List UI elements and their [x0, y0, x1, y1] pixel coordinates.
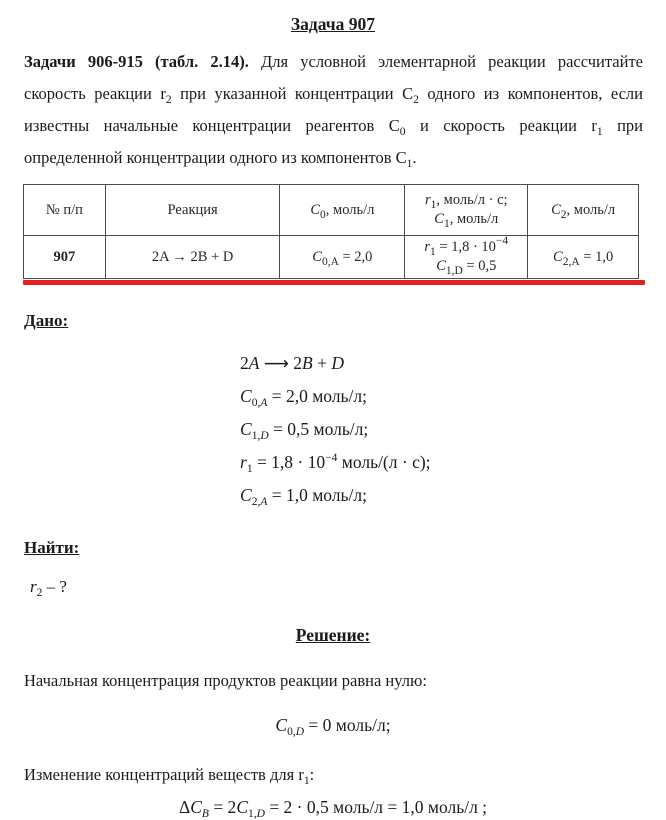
given-r1-value: $r_1 = 1,8 \cdot 10^{-4}$ моль/(л · с);	[240, 451, 431, 475]
given-c1d-value: $C_{1,D} = 0,5$ моль/л;	[240, 418, 369, 442]
red-divider-line	[23, 280, 645, 285]
header-cell-c0: $C_0$, моль/л	[280, 185, 405, 236]
given-c2a-value: $C_{2,A} = 1,0$ моль/л;	[240, 484, 367, 508]
given-label: Дано:	[24, 310, 69, 330]
solution-paragraph-2: Изменение концентраций веществ для $r_1$:	[24, 764, 315, 787]
table-header-row	[24, 185, 639, 236]
solution-heading: Решение:	[295, 624, 371, 645]
table-data-row	[24, 236, 639, 279]
given-reaction-equation: 2A ⟶ 2B + D	[240, 352, 345, 373]
cell-c2: $C_{2,A} = 1,0$	[528, 236, 639, 279]
find-expression: $r_2$ – ?	[30, 576, 67, 599]
solution-formula-delta-cb: $\Delta C_B = 2C_{1,D} = 2 \cdot 0,5$ моль/л = 1,0 моль/л ;	[178, 796, 488, 820]
problem-statement: Задачи 906-915 (табл. 2.14). Для условной элементарной реакции рассчитайте скорость реакции $r_2$ при указанной концентрации $C_2$ одного из компонентов, если известны начальные концентрации реагентов $C_0$ и скорость реакции $r_1$ при определенной концентрации одного из компонентов $C_1$.	[24, 52, 643, 170]
cell-number: 907	[24, 236, 106, 279]
page-title: Задача 907	[290, 14, 376, 34]
given-block	[240, 347, 666, 512]
header-cell-r1-c1: $r_1$, моль/л · с; $C_1$, моль/л	[405, 185, 528, 236]
solution-formula-c0d: $C_{0,D} = 0$ моль/л;	[275, 714, 391, 738]
header-cell-number: № п/п	[24, 185, 106, 236]
cell-c0: $C_{0,A} = 2,0$	[280, 236, 405, 279]
document-page	[0, 13, 666, 820]
problem-table	[23, 184, 639, 279]
cell-reaction: 2A → 2B + D	[105, 236, 280, 279]
solution-paragraph-1: Начальная концентрация продуктов реакции равна нулю:	[24, 670, 427, 690]
header-cell-c2: $C_2$, моль/л	[528, 185, 639, 236]
header-cell-reaction: Реакция	[105, 185, 280, 236]
cell-r1-c1: $r_1 = 1,8 \cdot 10^{-4}$ $C_{1,D} = 0,5$	[405, 236, 528, 279]
given-c0a-value: $C_{0,A} = 2,0$ моль/л;	[240, 385, 367, 409]
find-label: Найти:	[24, 537, 80, 557]
